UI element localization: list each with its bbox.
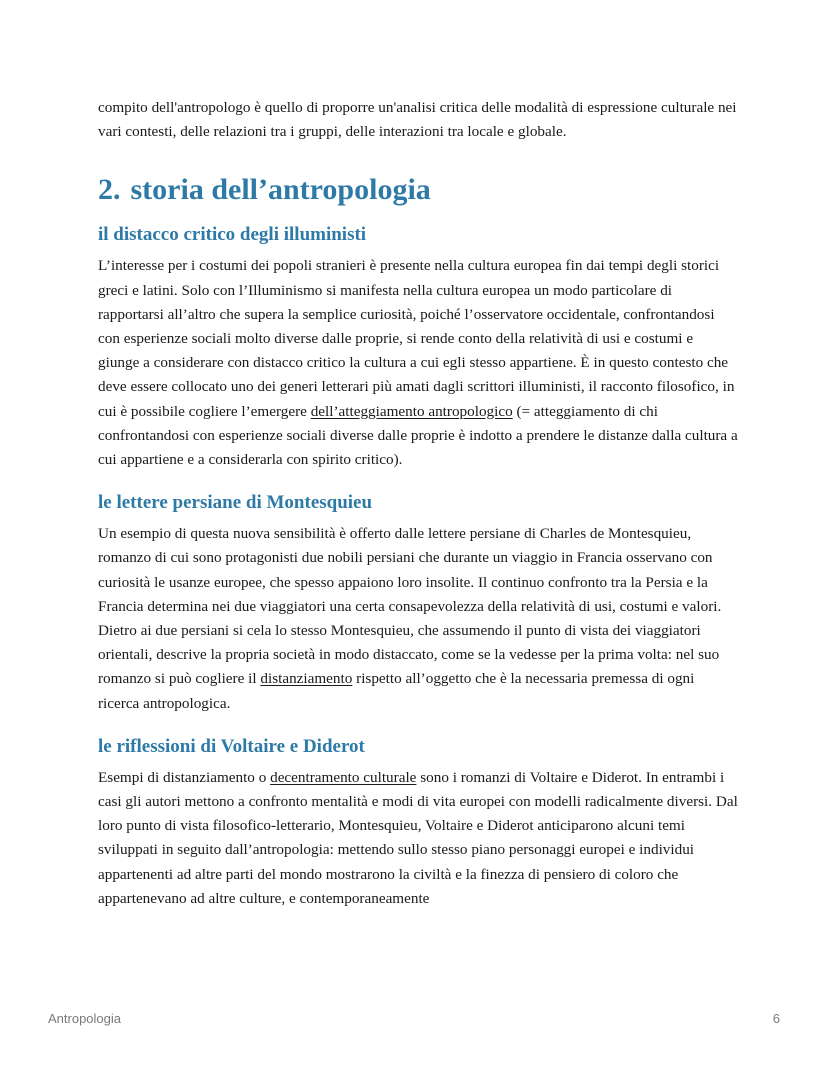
page-content — [98, 96, 738, 911]
paragraph-text: rispetto all’oggetto che è la necessaria premessa di ogni ricerca antropologica. — [98, 670, 695, 712]
paragraph-voltaire-diderot — [98, 766, 738, 911]
section-number: 2. — [98, 173, 121, 207]
underlined-term: distanziamento — [260, 670, 353, 688]
paragraph-illuministi — [98, 254, 738, 472]
paragraph-text: L’interesse per i costumi dei popoli stranieri è presente nella cultura europea fin dai tempi degli storici greci e latini. Solo con l’Illuminismo si manifesta nella cultura europea un modo particolare di rapportarsi all’altro che supera la semplice curiosità, poiché l’osservatore occidentale, confrontandosi con esperienze sociali molto diverse dalle proprie, si rende conto della relatività di usi e costumi e giunge a considerare con distacco critico la cultura a cui egli stesso appartiene. È in questo contesto che deve essere collocato uno dei generi letterari più amati dagli scrittori illuministi, il racconto filosofico, in cui è possibile cogliere l’emergere — [98, 257, 735, 420]
page-footer — [48, 1011, 780, 1026]
subheading-montesquieu: le lettere persiane di Montesquieu — [98, 492, 373, 514]
paragraph-text: sono i romanzi di Voltaire e Diderot. In entrambi i casi gli autori mettono a confronto mentalità e modi di vita europei con modelli radicalmente diversi. Dal loro punto di vista filosofico-letterario, Montesquieu, Voltaire e Diderot anticiparono alcuni temi sviluppati in seguito dall’antropologia: mettendo sullo stesso piano personaggi europei e individui appartenenti ad altre parti del mondo mostrarono la civiltà e la finezza di pensiero di coloro che appartenevano ad altre culture, e contemporaneamente — [98, 768, 738, 907]
intro-paragraph: compito dell'antropologo è quello di proporre un'analisi critica delle modalità di espressione culturale nei vari contesti, delle relazioni tra i gruppi, delle interazioni tra locale e globale. — [98, 99, 737, 141]
underlined-term: dell’atteggiamento antropologico — [310, 402, 513, 420]
section-title: storia dell’antropologia — [130, 173, 431, 207]
section-heading — [98, 170, 738, 210]
subheading-voltaire-diderot: le riflessioni di Voltaire e Diderot — [98, 735, 365, 757]
subheading-illuministi: il distacco critico degli illuministi — [98, 224, 367, 246]
footer-title: Antropologia — [48, 1011, 121, 1026]
paragraph-text: Un esempio di questa nuova sensibilità è offerto dalle lettere persiane di Charles de Montesquieu, romanzo di cui sono protagonisti due nobili persiani che durante un viaggio in Francia osservano con curiosità le usanze europee, che spesso appaiono loro insolite. Il continuo confronto tra la Persia e la Francia determina nei due viaggiatori una certa consapevolezza della relatività di usi, costumi e valori. Dietro ai due persiani si cela lo stesso Montesquieu, che assumendo il punto di vista dei viaggiatori orientali, descrive la propria società in modo distaccato, come se la vedesse per la prima volta: nel suo romanzo si può cogliere il — [98, 525, 722, 688]
paragraph-montesquieu — [98, 522, 738, 716]
paragraph-text: (= atteggiamento di chi confrontandosi con esperienze sociali diverse dalle proprie è indotto a prendere le distanze dalla cultura a cui appartiene e a considerarla con spirito critico). — [98, 402, 738, 469]
underlined-term: decentramento culturale — [270, 768, 417, 786]
page-number: 6 — [772, 1011, 780, 1026]
paragraph-text: Esempi di distanziamento o — [98, 768, 271, 786]
